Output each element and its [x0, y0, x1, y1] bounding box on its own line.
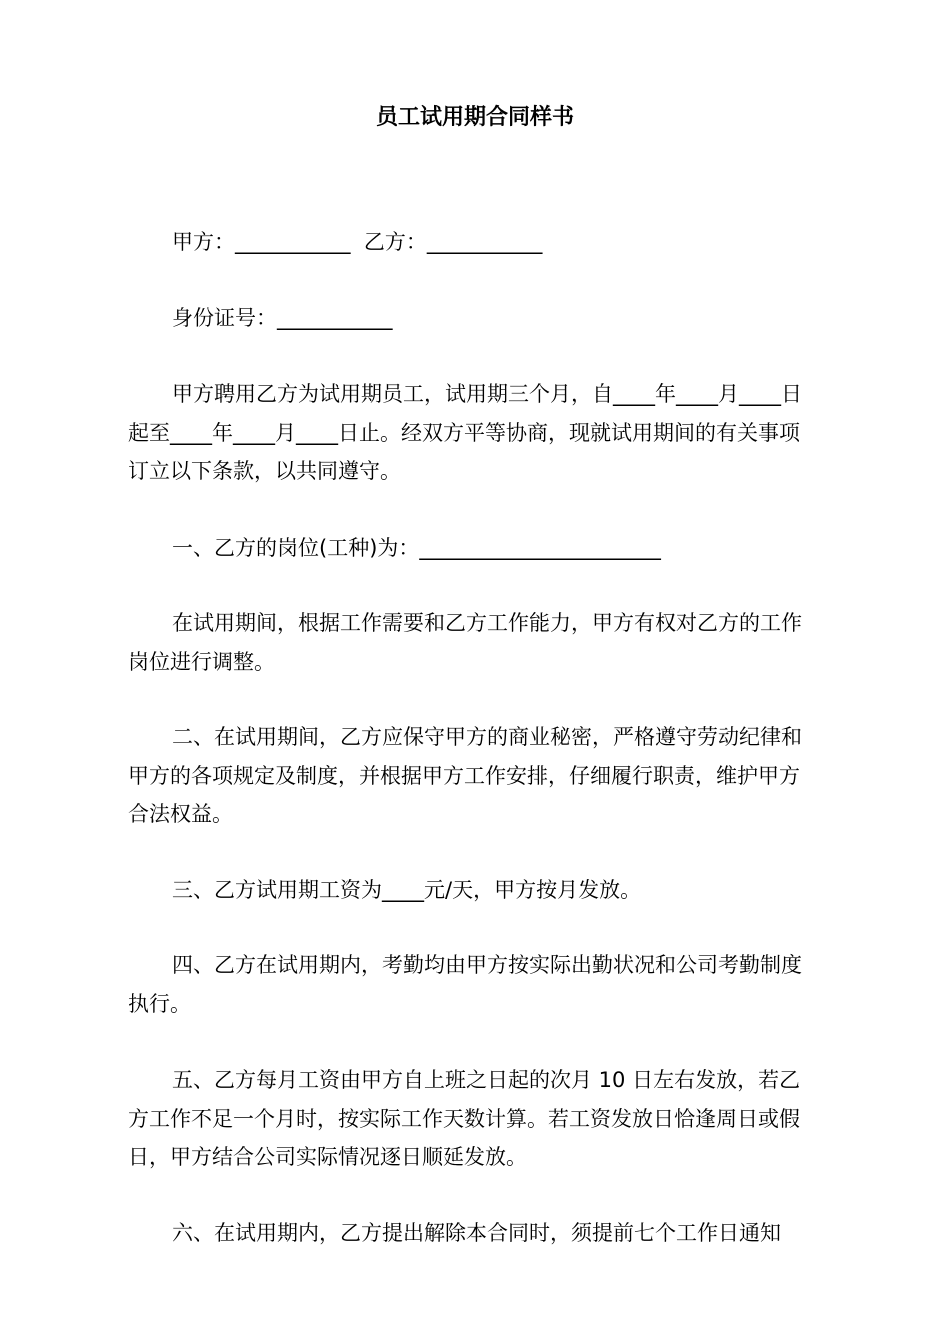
intro-paragraph: 甲方聘用乙方为试用期员工，试用期三个月，自____年____月____日起至____年____月____日止。经双方平等协商，现就试用期间的有关事项订立以下条款，以共同遵守。 — [128, 382, 802, 483]
clause-1-position: 一、乙方的岗位(工种)为：_______________________ — [172, 536, 661, 560]
clause-4-attendance: 四、乙方在试用期内，考勤均由甲方按实际出勤状况和公司考勤制度执行。 — [128, 953, 802, 1016]
id-number-line: 身份证号：___________ — [172, 306, 393, 330]
document-title: 员工试用期合同样书 — [375, 105, 574, 130]
clause-1-note: 在试用期间，根据工作需要和乙方工作能力，甲方有权对乙方的工作岗位进行调整。 — [128, 611, 802, 674]
parties-line: 甲方：___________ 乙方：___________ — [172, 230, 543, 254]
clause-5-payment: 五、乙方每月工资由甲方自上班之日起的次月 10 日左右发放，若乙方工作不足一个月时，按实际工作天数计算。若工资发放日恰逢周日或假日，甲方结合公司实际情况逐日顺延发放。 — [128, 1068, 801, 1169]
clause-2: 二、在试用期间，乙方应保守甲方的商业秘密，严格遵守劳动纪律和甲方的各项规定及制度，并根据甲方工作安排，仔细履行职责，维护甲方合法权益。 — [128, 725, 802, 826]
clause-3-salary: 三、乙方试用期工资为____元/天，甲方按月发放。 — [172, 878, 642, 902]
clause-6-termination: 六、在试用期内，乙方提出解除本合同时，须提前七个工作日通知 — [172, 1221, 781, 1245]
